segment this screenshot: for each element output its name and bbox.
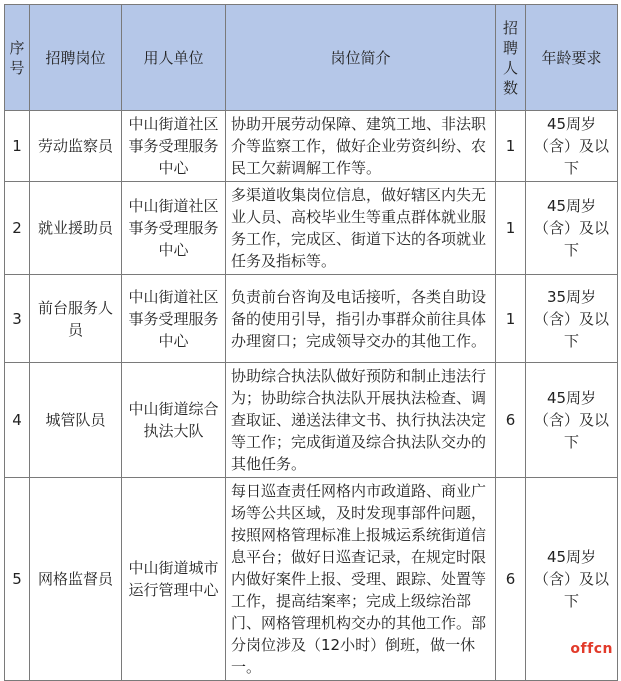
cell-employer: 中山街道社区事务受理服务中心 [122, 111, 226, 182]
cell-description: 协助开展劳动保障、建筑工地、非法职介等监察工作，做好企业劳资纠纷、农民工欠薪调解工作等。 [226, 111, 496, 182]
cell-position: 劳动监察员 [30, 111, 122, 182]
table-row [5, 363, 618, 478]
header-employer: 用人单位 [122, 5, 226, 111]
cell-seq: 1 [5, 111, 30, 182]
header-row [5, 5, 618, 111]
table-row [5, 275, 618, 363]
cell-employer: 中山街道社区事务受理服务中心 [122, 182, 226, 275]
table-row [5, 111, 618, 182]
cell-seq: 4 [5, 363, 30, 478]
cell-seq: 2 [5, 182, 30, 275]
cell-seq: 3 [5, 275, 30, 363]
cell-age: 35周岁（含）及以下 [526, 275, 618, 363]
cell-description: 每日巡查责任网格内市政道路、商业广场等公共区域，及时发现事部件问题，按照网格管理标准上报城运系统街道信息平台；做好日巡查记录，在规定时限内做好案件上报、受理、跟踪、处置等工作，提高结案率；完成上级综治部门、网格管理机构交办的其他工作。部分岗位涉及（12小时）倒班，做一休一。 [226, 478, 496, 681]
cell-employer: 中山街道社区事务受理服务中心 [122, 275, 226, 363]
cell-count: 6 [496, 478, 526, 681]
cell-seq: 5 [5, 478, 30, 681]
cell-description: 协助综合执法队做好预防和制止违法行为；协助综合执法队开展执法检查、调查取证、递送法律文书、执行执法决定等工作；完成街道及综合执法队交办的其他任务。 [226, 363, 496, 478]
header-age: 年龄要求 [526, 5, 618, 111]
cell-count: 6 [496, 363, 526, 478]
cell-employer: 中山街道城市运行管理中心 [122, 478, 226, 681]
cell-position: 前台服务人员 [30, 275, 122, 363]
recruitment-table [4, 4, 618, 681]
cell-count: 1 [496, 182, 526, 275]
header-count: 招聘人数 [496, 5, 526, 111]
header-seq: 序号 [5, 5, 30, 111]
cell-description: 多渠道收集岗位信息，做好辖区内失无业人员、高校毕业生等重点群体就业服务工作，完成区、街道下达的各项就业任务及指标等。 [226, 182, 496, 275]
watermark-logo: offcn [570, 641, 613, 657]
table-row [5, 182, 618, 275]
cell-count: 1 [496, 111, 526, 182]
cell-age: 45周岁（含）及以下 [526, 182, 618, 275]
header-description: 岗位简介 [226, 5, 496, 111]
cell-age: 45周岁（含）及以下 [526, 478, 618, 681]
cell-age: 45周岁（含）及以下 [526, 111, 618, 182]
cell-employer: 中山街道综合执法大队 [122, 363, 226, 478]
cell-position: 城管队员 [30, 363, 122, 478]
cell-description: 负责前台咨询及电话接听，各类自助设备的使用引导，指引办事群众前往具体办理窗口；完成领导交办的其他工作。 [226, 275, 496, 363]
cell-age: 45周岁（含）及以下 [526, 363, 618, 478]
cell-position: 网格监督员 [30, 478, 122, 681]
header-position: 招聘岗位 [30, 5, 122, 111]
cell-position: 就业援助员 [30, 182, 122, 275]
table-row [5, 478, 618, 681]
cell-count: 1 [496, 275, 526, 363]
